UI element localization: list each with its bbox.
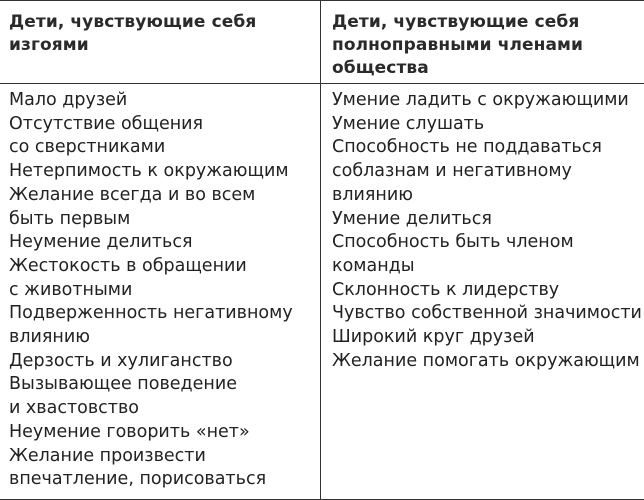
list-item: Жестокость в обращении — [9, 255, 247, 276]
column-divider — [320, 1, 321, 499]
list-item: Склонность к лидерству — [332, 279, 560, 300]
list-item: Дерзость и хулиганство — [9, 350, 233, 371]
list-item: впечатление, порисоваться — [9, 469, 267, 490]
list-item: влиянию — [332, 184, 413, 205]
list-item: Подверженность негативному — [9, 303, 293, 324]
list-item: и хвастовство — [9, 398, 140, 419]
list-item: Неумение делиться — [9, 232, 193, 253]
list-item: Умение ладить с окружающими — [332, 90, 629, 110]
list-item: Способность быть членом — [332, 232, 574, 253]
list-item: Желание помогать окружающим — [332, 350, 640, 371]
list-item: с животными — [9, 279, 133, 300]
list-item: со сверстниками — [9, 137, 166, 158]
list-item: быть первым — [9, 208, 131, 229]
list-item: Неумение говорить «нет» — [9, 421, 250, 442]
list-item: Умение слушать — [332, 113, 485, 134]
outcast-traits-list — [9, 89, 317, 492]
list-item: Вызывающее поведение — [9, 374, 237, 395]
header-divider — [0, 83, 644, 84]
list-item: Желание произвести — [9, 445, 206, 466]
list-item: Отсутствие общения — [9, 113, 204, 134]
list-item: Широкий круг друзей — [332, 327, 535, 348]
header-outcast-children: Дети, чувствующие себя изгоями — [9, 12, 257, 55]
list-item: Умение делиться — [332, 208, 492, 229]
list-item: команды — [332, 255, 415, 276]
list-item: Способность не поддаваться — [332, 137, 602, 158]
list-item: соблазнам и негативному — [332, 161, 572, 182]
list-item: Нетерпимость к окружающим — [9, 161, 289, 182]
list-item: Мало друзей — [9, 90, 128, 110]
list-item: Чувство собственной значимости — [332, 303, 642, 324]
list-item: Желание всегда и во всем — [9, 184, 256, 205]
list-item: влиянию — [9, 327, 90, 348]
header-full-members-children: Дети, чувствующие себя полноправными членами общества — [332, 12, 584, 78]
full-member-traits-list — [332, 89, 642, 373]
